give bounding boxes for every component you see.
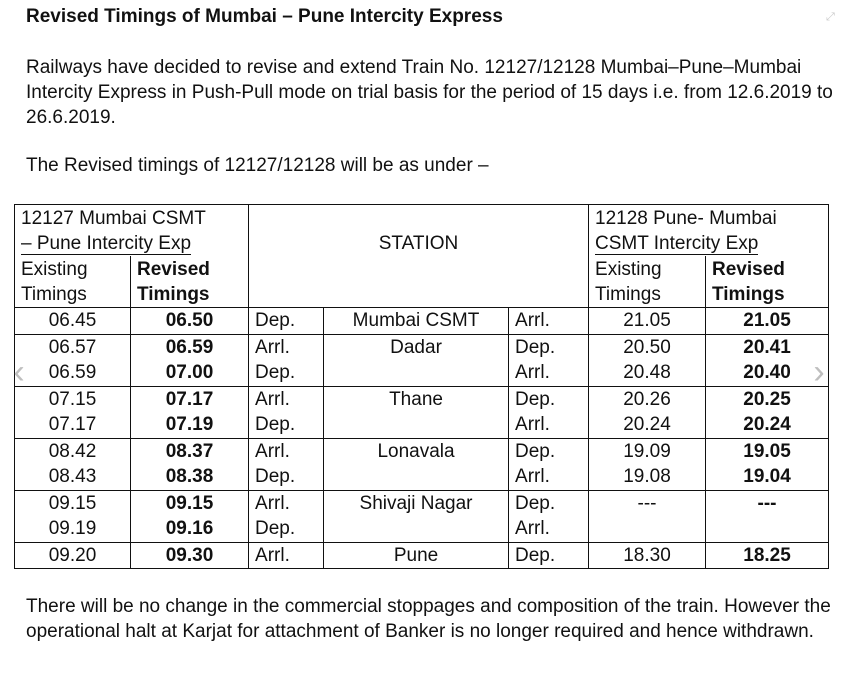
down-revised-time: 06.50 [131, 308, 249, 335]
down-train-line1: 12127 Mumbai CSMT [21, 208, 206, 229]
up-existing-time: 19.09 [589, 438, 706, 464]
existing-label-1: Existing [595, 259, 662, 280]
down-existing-header [15, 256, 131, 308]
down-existing-time: 06.59 [15, 360, 131, 386]
chevron-left-icon[interactable]: ‹ [13, 353, 25, 391]
up-revised-time: 18.25 [706, 542, 829, 569]
down-revised-header [131, 256, 249, 308]
station-name: Pune [324, 542, 509, 569]
down-revised-time: 07.00 [131, 360, 249, 386]
down-existing-time: 07.17 [15, 412, 131, 438]
up-existing-time: 20.24 [589, 412, 706, 438]
up-revised-time: 21.05 [706, 308, 829, 335]
down-train-header [15, 205, 249, 257]
up-revised-time [706, 516, 829, 542]
station-name [324, 412, 509, 438]
up-action: Arrl. [509, 412, 589, 438]
up-revised-time: 20.40 [706, 360, 829, 386]
down-action: Dep. [249, 308, 324, 335]
table-row [15, 490, 829, 516]
intro-paragraph: Railways have decided to revise and extend Train No. 12127/12128 Mumbai–Pune–Mumbai Intercity Express in Push-Pull mode on trial basis for the period of 15 days i.e. from 12.6.2019 to 26.6.2019. [26, 57, 833, 128]
table-row [15, 516, 829, 542]
up-existing-header [589, 256, 706, 308]
revised-label-2: Timings [137, 284, 210, 305]
up-action: Dep. [509, 490, 589, 516]
station-header: STATION [249, 205, 589, 308]
station-name [324, 464, 509, 490]
down-existing-time: 09.20 [15, 542, 131, 569]
header-row-train [15, 205, 829, 257]
up-existing-time [589, 516, 706, 542]
down-existing-time: 09.19 [15, 516, 131, 542]
up-revised-time: 20.41 [706, 334, 829, 360]
up-action: Arrl. [509, 308, 589, 335]
up-revised-time: --- [706, 490, 829, 516]
down-action: Arrl. [249, 386, 324, 412]
up-action: Arrl. [509, 464, 589, 490]
table-row [15, 334, 829, 360]
down-revised-time: 06.59 [131, 334, 249, 360]
up-revised-header [706, 256, 829, 308]
page-title: Revised Timings of Mumbai – Pune Intercity Express [26, 6, 503, 27]
down-existing-time: 08.42 [15, 438, 131, 464]
down-revised-time: 09.30 [131, 542, 249, 569]
existing-label-2: Timings [21, 284, 87, 305]
up-existing-time: --- [589, 490, 706, 516]
up-action: Dep. [509, 542, 589, 569]
down-existing-time: 08.43 [15, 464, 131, 490]
station-name: Mumbai CSMT [324, 308, 509, 335]
down-action: Dep. [249, 360, 324, 386]
up-train-header [589, 205, 829, 257]
station-name [324, 516, 509, 542]
existing-label-1: Existing [21, 259, 88, 280]
table-row [15, 464, 829, 490]
table-row [15, 542, 829, 569]
station-name: Lonavala [324, 438, 509, 464]
up-action: Arrl. [509, 360, 589, 386]
table-row [15, 360, 829, 386]
down-action: Dep. [249, 412, 324, 438]
table-row [15, 386, 829, 412]
down-existing-time: 09.15 [15, 490, 131, 516]
down-revised-time: 09.16 [131, 516, 249, 542]
up-action: Arrl. [509, 516, 589, 542]
down-action: Dep. [249, 464, 324, 490]
down-existing-time: 06.57 [15, 334, 131, 360]
existing-label-2: Timings [595, 284, 661, 305]
down-action: Arrl. [249, 542, 324, 569]
down-action: Arrl. [249, 490, 324, 516]
down-action: Arrl. [249, 438, 324, 464]
revised-label-2: Timings [712, 284, 785, 305]
down-train-line2: – Pune Intercity Exp [21, 233, 192, 254]
station-name [324, 360, 509, 386]
down-revised-time: 07.17 [131, 386, 249, 412]
up-existing-time: 18.30 [589, 542, 706, 569]
expand-icon[interactable]: ⤢ [826, 11, 835, 23]
table-row [15, 438, 829, 464]
up-revised-time: 19.05 [706, 438, 829, 464]
down-revised-time: 07.19 [131, 412, 249, 438]
footer-paragraph: There will be no change in the commercial stoppages and composition of the train. However the operational halt at Karjat for attachment of Banker is no longer required and hence withdrawn. [26, 596, 831, 642]
up-revised-time: 20.24 [706, 412, 829, 438]
up-action: Dep. [509, 386, 589, 412]
revised-label-1: Revised [712, 259, 785, 280]
up-revised-time: 20.25 [706, 386, 829, 412]
down-existing-time: 07.15 [15, 386, 131, 412]
revised-label-1: Revised [137, 259, 210, 280]
up-action: Dep. [509, 438, 589, 464]
down-existing-time: 06.45 [15, 308, 131, 335]
up-action: Dep. [509, 334, 589, 360]
station-name: Dadar [324, 334, 509, 360]
station-name: Thane [324, 386, 509, 412]
up-existing-time: 21.05 [589, 308, 706, 335]
station-name: Shivaji Nagar [324, 490, 509, 516]
up-existing-time: 20.26 [589, 386, 706, 412]
down-revised-time: 08.38 [131, 464, 249, 490]
up-revised-time: 19.04 [706, 464, 829, 490]
up-existing-time: 20.50 [589, 334, 706, 360]
lead-paragraph: The Revised timings of 12127/12128 will be as under – [26, 155, 489, 176]
timings-table [14, 204, 829, 569]
down-action: Dep. [249, 516, 324, 542]
down-action: Arrl. [249, 334, 324, 360]
table-row [15, 308, 829, 335]
up-train-line2: CSMT Intercity Exp [595, 233, 759, 254]
down-revised-time: 08.37 [131, 438, 249, 464]
down-revised-time: 09.15 [131, 490, 249, 516]
up-existing-time: 19.08 [589, 464, 706, 490]
chevron-right-icon[interactable]: › [813, 353, 825, 391]
table-row [15, 412, 829, 438]
up-train-line1: 12128 Pune- Mumbai [595, 208, 777, 229]
up-existing-time: 20.48 [589, 360, 706, 386]
